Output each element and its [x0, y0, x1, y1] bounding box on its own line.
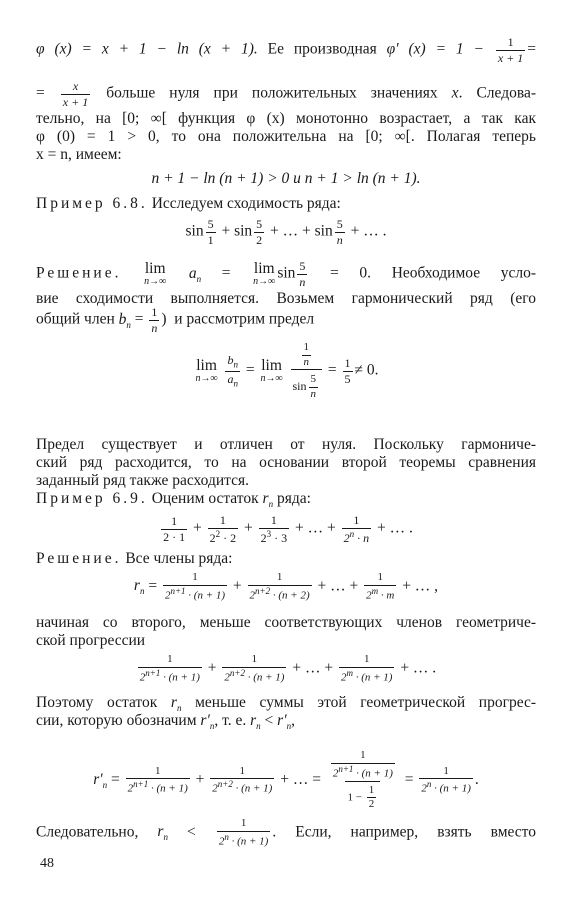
fraction-x-over-x-plus-1: $\frac{x}{x + 1}$ — [62, 79, 89, 109]
para-denote: сии, которую обозначим $r'_n$, т. е. $r_n < r'_n$, — [36, 712, 295, 732]
para-starting: начиная со второго, меньше соответствующих членов геометриче- — [36, 614, 536, 631]
line-monotone: тельно, на [0; ∞[ функция φ (x) монотонно возрастает, а так как — [36, 110, 536, 127]
line-condition: вие сходимости выполняется. Возьмем гармонический ряд (его — [36, 290, 536, 307]
para-exists: Предел существует и отличен от нуля. Поскольку гармониче- — [36, 436, 536, 453]
formula-remainder-series: $\frac{1}{2 \cdot 1}$ + $\frac{1}{2^2 \cdot 2}$ + $\frac{1}{2^3 \cdot 3}$ + … + $\frac{1}{2^n \cdot n}$ + … . — [163, 513, 413, 545]
phi-definition: φ (x) = x + 1 − ln (x + 1). — [36, 40, 258, 58]
para-diverges: ский ряд расходится, то на основании второй теоремы сравнения — [36, 454, 536, 471]
formula-inequality: n + 1 − ln (n + 1) > 0 и n + 1 > ln (n + 1). — [151, 170, 421, 187]
solution-1-line: Решение. lim n→∞ $a_n$ = lim n→∞ sin $\frac{5}{n}$ = 0. Необходимое усло- — [36, 259, 537, 289]
line-positive-on-interval: φ (0) = 1 > 0, то она положительна на [0; ∞[. Полагая теперь — [36, 128, 536, 145]
formula-rn: $r_n$ = $\frac{1}{2^{n+1} \cdot (n + 1)}$ + $\frac{1}{2^{n+2} \cdot (n + 2)}$ + … + $\frac{1}{2^m \cdot m}$ + … , — [133, 571, 439, 602]
formula-geometric-series: $\frac{1}{2^{n+1} \cdot (n + 1)}$ + $\frac{1}{2^{n+2} \cdot (n + 1)}$ + … + $\frac{1}{2^m \cdot (n + 1)}$ + … . — [139, 653, 437, 684]
line-positive: = $\frac{x}{x + 1}$ больше нуля при положительных значениях x. Следова- — [36, 79, 537, 109]
formula-rn-prime: $r'_n$ = $\frac{1}{2^{n+1} \cdot (n + 1)}$ + $\frac{1}{2^{n+2} \cdot (n + 1)}$ + … = $\frac{1}{2^{n+1} \cdot (n + 1)}$ 1 − $\frac{1}{2}$ = $\frac{1}{2^n \cdot (n + 1)}$ . — [93, 749, 479, 811]
formula-limit-ratio: lim n→∞ $\frac{b_n}{a_n}$ = lim n→∞ $\frac{1}{n}$ sin $\frac{5}{n}$ = $\frac{1}{5}$ ≠ 0. — [195, 341, 379, 400]
line-set-x-n: x = n, имеем: — [36, 146, 122, 163]
example-6-8-heading: Пример 6.8. Исследуем сходимость ряда: — [36, 195, 341, 212]
line-common-term: общий член $b_n$ = $\frac{1}{n}$ ) и рассмотрим предел — [36, 305, 315, 335]
fraction-1-over-x-plus-1: $\frac{1}{x + 1}$ — [497, 35, 524, 65]
line-consequently: Следовательно, $r_n$ < $\frac{1}{2^n \cdot (n + 1)}$ . Если, например, взять вместо — [36, 817, 536, 848]
example-label: Пример 6.8. — [36, 195, 148, 212]
para-therefore: Поэтому остаток $r_n$ меньше суммы этой геометрической прогрес- — [36, 694, 536, 714]
page-number: 48 — [40, 856, 54, 871]
formula-sin-series: sin $\frac{5}{1}$ + sin $\frac{5}{2}$ + … + sin $\frac{5}{n}$ + … . — [185, 217, 387, 247]
phi-prime: φ′ (x) = 1 − — [386, 40, 484, 58]
solution-2-line: Решение. Все члены ряда: — [36, 550, 233, 567]
text-positive: больше нуля при положительных значениях — [106, 84, 438, 102]
line-phi-def: φ (x) = x + 1 − ln (x + 1). Ее производная φ′ (x) = 1 − $\frac{1}{x + 1}$ = — [36, 35, 537, 65]
text-derivative-intro: Ее производная — [267, 40, 377, 58]
para-geometric: ской прогрессии — [36, 632, 146, 649]
solution-label: Решение. — [36, 264, 122, 282]
para-also-diverges: заданный ряд также расходится. — [36, 472, 250, 489]
example-6-9-heading: Пример 6.9. Оценим остаток $r_n$ ряда: — [36, 490, 311, 510]
